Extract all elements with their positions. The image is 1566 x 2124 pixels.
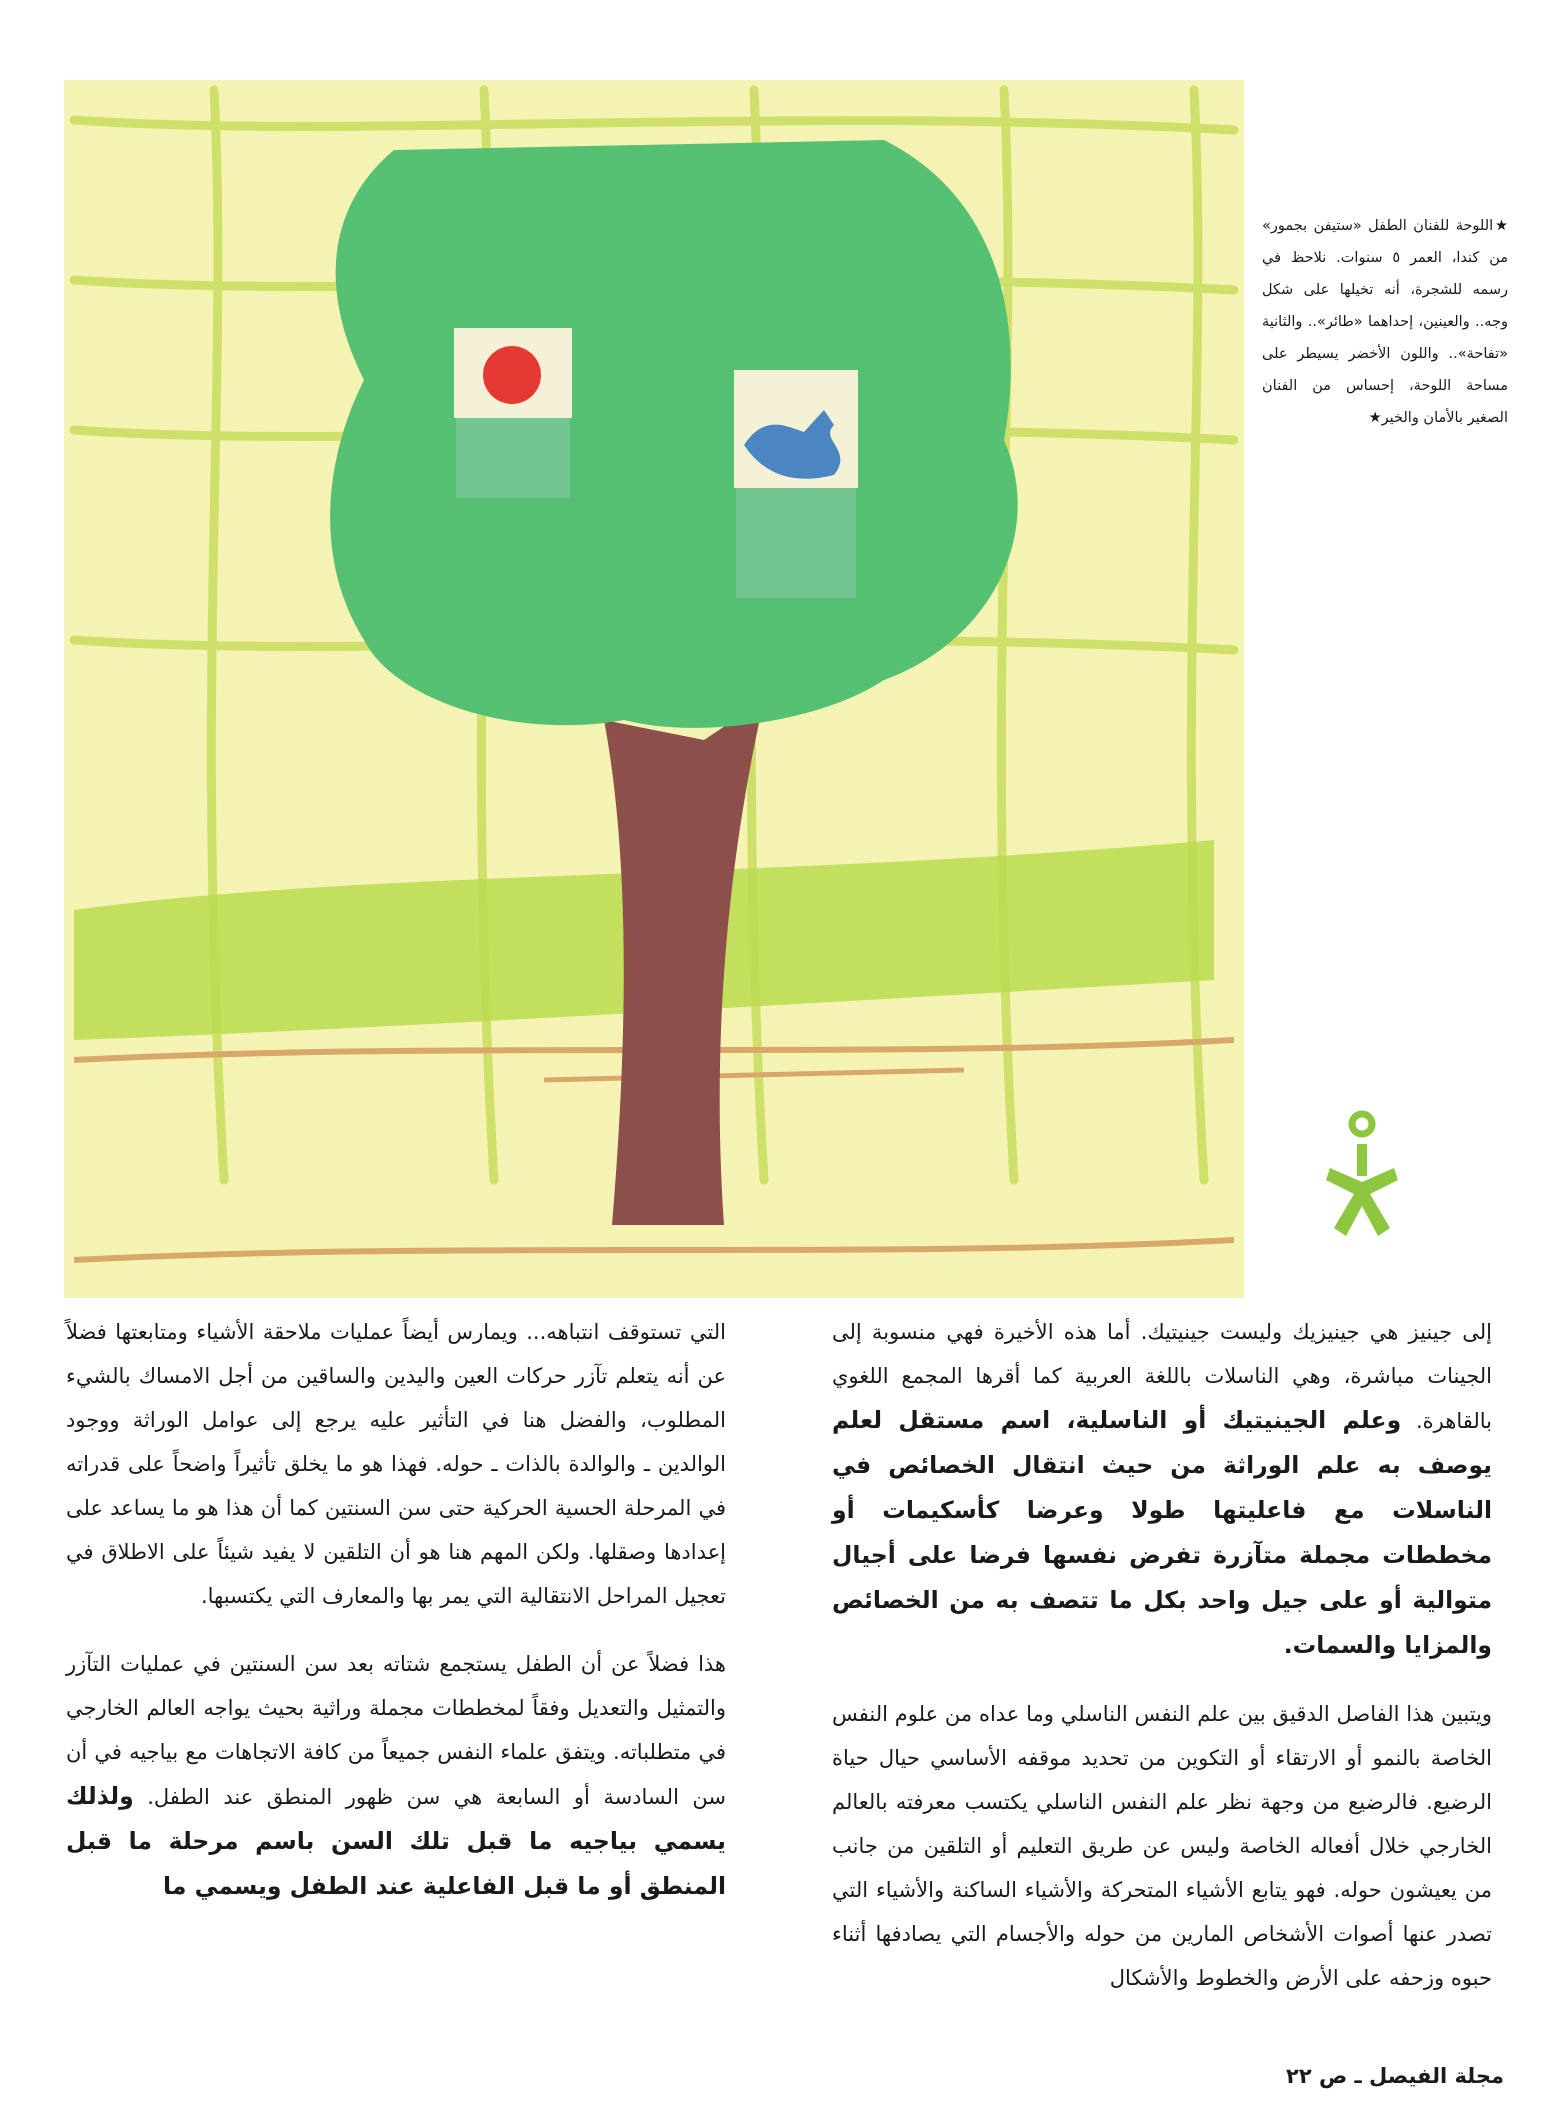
article-column-right: [832, 1310, 1492, 2024]
artwork-caption: ★اللوحة للفنان الطفل «ستيفن بجمور» من كندا، العمر ٥ سنوات. نلاحظ في رسمه للشجرة، أنه تخيلها على شكل وجه.. والعينين، إحداهما «طائر».. والثانية «تفاحة».. واللون الأخضر يسيطر على مساحة اللوحة، إحساس من الفنان الصغير بالأمان والخير★: [1262, 218, 1508, 426]
page-footer: مجلة الفيصل ـ ص ٢٢: [1286, 2064, 1504, 2088]
paragraph-text: إلى جينيز هي جينيزيك وليست جينيتيك. أما هذه الأخيرة فهي منسوبة إلى الجينات مباشرة، وهي الناسلات باللغة العربية كما أقرها المجمع اللغوي بالقاهرة.: [832, 1320, 1492, 1433]
green-figure-logo-icon: [1320, 1110, 1404, 1260]
paragraph-text: هذا فضلاً عن أن الطفل يستجمع شتاته بعد سن السنتين في عمليات التآزر والتمثيل والتعديل وفقاً لمخططات مجملة وراثية بحيث يواجه العالم الخارجي في متطلباته. ويتفق علماء النفس جميعاً من كافة الاتجاهات مع بياجيه في أن سن السادسة أو السابعة هي سن ظهور المنطق عند الطفل.: [66, 1652, 726, 1809]
logo-stem: [1357, 1144, 1367, 1176]
article-column-left: [66, 1310, 726, 1933]
paragraph: التي تستوقف انتباهه... ويمارس أيضاً عمليات ملاحقة الأشياء ومتابعتها فضلاً عن أنه يتعلم تآزر حركات العين واليدين والساقين من أجل الامساك بالشيء المطلوب، والفضل هنا في التأثير عليه يرجع إلى عوامل الوراثة ووجود الوالدين ـ والوالدة بالذات ـ حوله. فهذا هو ما يخلق تأثيراً واضحاً على قدراته في المرحلة الحسية الحركية حتى سن السنتين كما أن هذا هو ما يساعد على إعدادها وصقلها. ولكن المهم هنا هو أن التلقين لا يفيد شيئاً على الاطلاق في تعجيل المراحل الانتقالية التي يمر بها والمعارف التي يكتسبها.: [66, 1320, 726, 1608]
apple-icon: [483, 346, 541, 404]
window-shadow: [736, 488, 856, 598]
child-tree-painting: [64, 80, 1244, 1298]
highlighted-text: ولذلك يسمي بياجيه ما قبل تلك السن باسم مرحلة ما قبل المنطق أو ما قبل الفاعلية عند الطفل ويسمي ما: [66, 1782, 726, 1900]
window-shadow: [456, 418, 570, 498]
logo-star: [1326, 1168, 1398, 1236]
paragraph: ويتبين هذا الفاصل الدقيق بين علم النفس الناسلي وما عداه من علوم النفس الخاصة بالنمو أو الارتقاء أو التكوين من تحديد موقفه الأساسي حيال حياة الرضيع. فالرضيع من وجهة نظر علم النفس الناسلي يكتسب معرفته بالعالم الخارجي خلال أفعاله الخاصة وليس عن طريق التعليم أو التلقين من جانب من يعيشون حوله. فهو يتابع الأشياء المتحركة والأشياء الساكنة والأشياء التي تصدر عنها أصوات الأشخاص المارين من حوله والأجسام التي يصادفها أثناء حبوه وزحفه على الأرض والخطوط والأشكال: [832, 1702, 1492, 1990]
highlighted-text: وعلم الجينيتيك أو الناسلية، اسم مستقل لعلم يوصف به علم الوراثة من حيث انتقال الخصائص في الناسلات مع فاعليتها طولا وعرضا كأسكيمات أو مخططات مجملة متآزرة تفرض نفسها فرضا على أجيال متوالية أو على جيل واحد بكل ما تتصف به من الخصائص والمزايا والسمات.: [832, 1406, 1492, 1659]
child-drawing-tree-icon: [64, 80, 1244, 1298]
tree-canopy: [330, 140, 1018, 728]
logo-ring: [1352, 1114, 1372, 1134]
paragraph: [66, 1642, 726, 1909]
paragraph: [832, 1310, 1492, 1668]
